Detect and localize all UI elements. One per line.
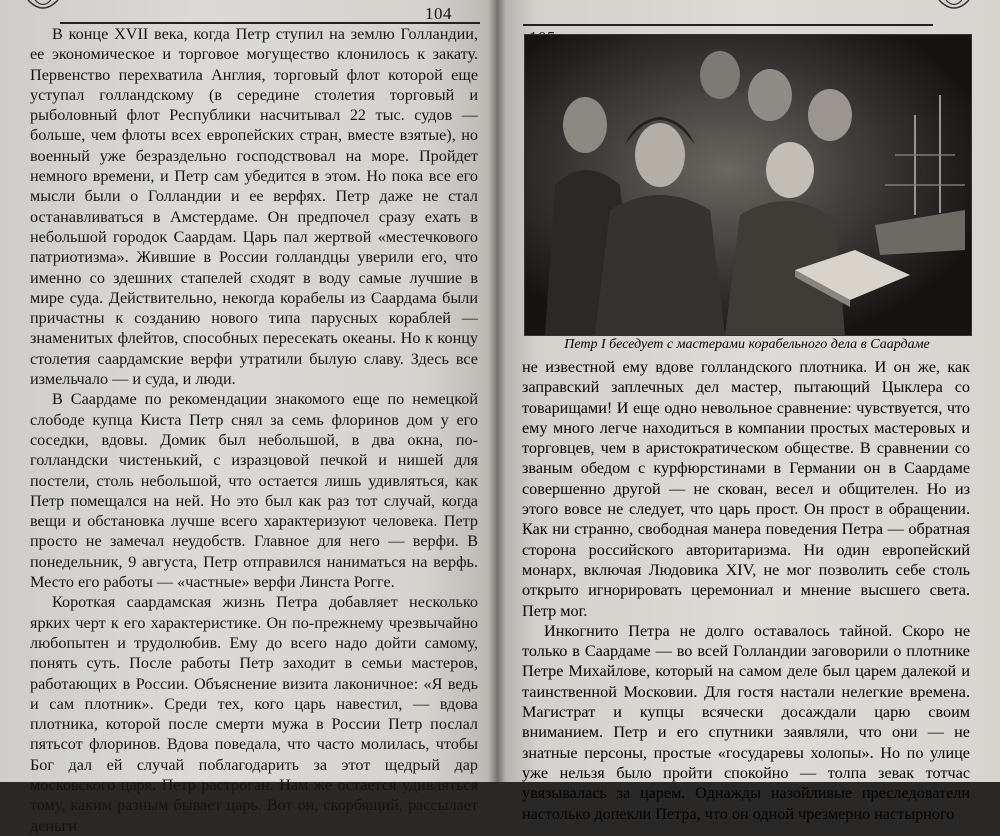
paragraph: не известной ему вдове голландского плотника. И он же, как заправский заплечных дел мастер, пытающий Цыклера со товарищами! И еще одно невольное сравнение: чувствуется, что ему много легче находиться в компании простых мастеровых и торговцев, чем в аристократическом обществе. В сравнении со званым обедом с курфюрстинами в Германии он в Саардаме совершенно другой — не скован, весел и общителен. Но из этого вовсе не следует, что царь прост. Он прост в обращении. Как ни странно, свободная манера поведения Петра — обратная сторона российского авторитаризма. Ни один европейский монарх, включая Людовика XIV, не мог позволить себе столь открыто игнорировать церемониал и мнение высшего света. Петр мог. <box>522 358 970 620</box>
corner-ornament-icon <box>937 0 971 16</box>
illustration-caption: Петр I беседует с мастерами корабельного дела в Саардаме <box>564 337 930 352</box>
paragraph: Короткая саардамская жизнь Петра добавляет несколько ярких черт к его характеристике. Он по-прежнему чрезвычайно любопытен и трудолюбив. Ему до всего надо дойти самому, понять суть. После работы Петр заходит в семьи мастеров, работающих в России. Объяснение визита лаконичное: «Я ведь и сам плотник». Среди тех, кого царь навестил, — вдова плотника, которой после смерти мужа в России Петр послал пятьсот флоринов. Вдова поведала, что часто молилась, чтобы Бог дал ей случай поблагодарить за этот щедрый дар московского царя. Петр растроган. Нам же остается удивляться тому, каким разным бывает царь. Вот он, скорбящий, рассылает деньги <box>30 593 478 835</box>
left-body-text <box>30 24 478 836</box>
left-page <box>0 0 497 835</box>
paragraph: В Саардаме по рекомендации знакомого еще по немецкой слободе купца Киста Петр снял за семь флоринов дом у его соседки, вдовы. Домик был небольшой, в два окна, по-голландски чистенький, с изразцовой печкой и нишей для постели, столь небольшой, что остается лишь удивляться, как Петр помещался на ней. Но это был как раз тот случай, когда вещи и обстановка лучше всего характеризуют человека. Петр просто не замечал неудобств. Главное для него — верфи. В понедельник, 9 августа, Петр отправился наниматься на верфь. Место его работы — «частные» верфи Линста Рогге. <box>30 390 478 592</box>
paragraph: Инкогнито Петра не долго оставалось тайной. Скоро не только в Саардаме — во всей Голландии заговорили о плотнике Петре Михайлове, который на самом деле был царем далекой и таинственной Московии. Для гостя настали нелегкие времена. Магистрат и купцы всячески досаждали царю своим вниманием. Петр и его спутники заявляли, что они — не знатные персоны, простые «государевы холопы». Но по улице уже нельзя было пройти спокойно — толпа зевак тотчас увязывалась за царем. Однажды назойливые преследователи настолько допекли Петра, что он одной чрезмерно настырного <box>522 621 970 823</box>
book-gutter <box>488 0 506 782</box>
right-body-text <box>522 357 970 824</box>
paragraph: В конце XVII века, когда Петр ступил на землю Голландии, ее экономическое и торговое могущество клонилось к закату. Первенство перехватила Англия, торговый флот которой еще уступал голландскому (в середине столетия торговый и рыболовный флот Республики насчитывал 22 тыс. судов — больше, чем флоты всех европейских стран, вместе взятые), но военный уже безраздельно господствовал на море. Пройдет немного времени, и Петр сам убедится в этом. Но пока все его мысли были о Голландии и ее верфях. Петр даже не стал останавливаться в Амстердаме. Он предпочел сразу ехать в небольшой городок Саардам. Царь пал жертвой «местечкового патриотизма». Жившие в России голландцы уверили его, что именно со здешних стапелей сходят в воду самые лучшие в мире суда. Действительно, некогда корабелы из Саардама были причастны к созданию нового типа парусных кораблей — знаменитых флейтов, способных пересекать океаны. Но к концу столетия саардамские верфи утратили былую славу. Здесь все измельчало — и суда, и люди. <box>30 25 478 389</box>
header-rule <box>523 24 933 26</box>
page-number: 104 <box>425 4 452 23</box>
peter-with-shipwrights-picture <box>525 35 971 335</box>
corner-ornament-icon <box>26 0 60 16</box>
engraving-illustration <box>524 34 972 336</box>
